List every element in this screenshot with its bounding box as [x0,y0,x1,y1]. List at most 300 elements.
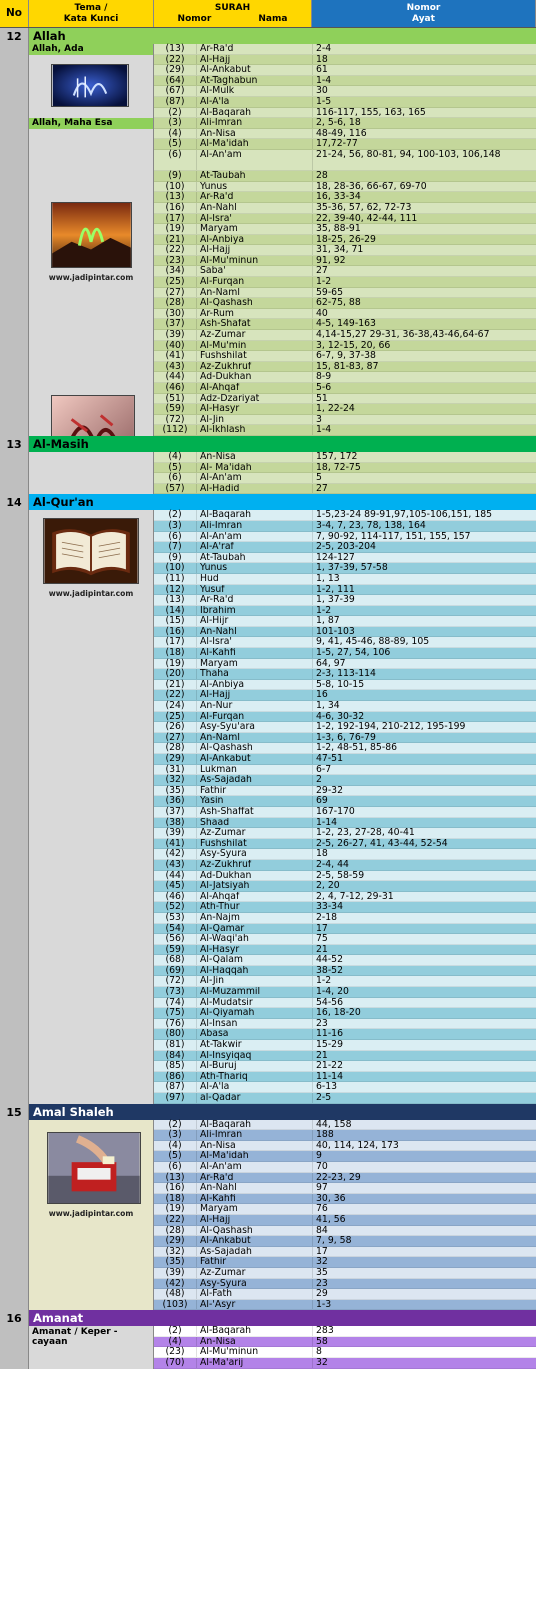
ayat-numbers: 17,72-77 [312,139,536,149]
keyword-column [29,452,154,494]
surah-name: Al-Qashash [196,298,312,308]
ayat-numbers: 2-3, 113-114 [312,669,536,679]
ayat-numbers: 18 [312,55,536,65]
ayat-numbers: 21 [312,945,536,955]
ayat-numbers: 1-3, 6, 76-79 [312,733,536,743]
table-row [154,55,536,66]
section-al-masih [0,436,536,494]
surah-number: (3) [168,519,182,531]
surah-number: (19) [165,223,185,235]
ayat-numbers: 38-52 [312,966,536,976]
surah-name: Lukman [196,765,312,775]
surah-number: (13) [165,594,185,606]
surah-number: (73) [165,986,185,998]
allah-calligraphy-image [51,64,129,107]
surah-number: (46) [165,890,185,902]
ayat-numbers: 27 [312,484,536,494]
surah-table [154,1120,536,1311]
surah-number: (9) [168,551,182,563]
table-row [154,192,536,203]
surah-name: Al-Waqi'ah [196,934,312,944]
table-row [154,701,536,712]
table-row [154,277,536,288]
surah-number: (13) [165,1171,185,1183]
surah-name: Al-Baqarah [196,108,312,118]
surah-number: (27) [165,286,185,298]
surah-number: (68) [165,954,185,966]
surah-number: (81) [165,1039,185,1051]
surah-name: Al-Ahqaf [196,383,312,393]
table-row [154,1268,536,1279]
surah-name: Al-Buruj [196,1061,312,1071]
surah-name: An-Nisa [196,1141,312,1151]
surah-name: Al-Isra' [196,637,312,647]
table-row [154,743,536,754]
surah-name: Al-Mulk [196,86,312,96]
surah-name: Al-Furqan [196,712,312,722]
ayat-numbers: 32 [312,1358,536,1368]
table-row [154,1337,536,1348]
surah-name: Al-Jin [196,415,312,425]
surah-name: An-Nur [196,701,312,711]
ayat-numbers: 7, 9, 58 [312,1236,536,1246]
ayat-numbers: 1-4 [312,425,536,435]
surah-name: Ibrahim [196,606,312,616]
ayat-numbers: 2-4 [312,44,536,54]
surah-number: (41) [165,837,185,849]
table-row [154,690,536,701]
ayat-numbers: 1-2, 192-194, 210-212, 195-199 [312,722,536,732]
table-row [154,542,536,553]
section-number: 16 [6,1312,22,1326]
ayat-numbers: 30, 36 [312,1194,536,1204]
surah-number: (24) [165,700,185,712]
surah-number: (9) [168,170,182,182]
ayat-numbers: 35-36, 57, 62, 72-73 [312,203,536,213]
table-row [154,1141,536,1152]
surah-name: At-Taghabun [196,76,312,86]
surah-name: Al-Insyiqaq [196,1051,312,1061]
surah-number: (36) [165,795,185,807]
surah-number: (3) [168,1129,182,1141]
surah-name: Al-Kahfi [196,1194,312,1204]
surah-number: (35) [165,1256,185,1268]
ayat-numbers: 84 [312,1226,536,1236]
surah-name: Al-Mu'minun [196,256,312,266]
surah-number: (72) [165,413,185,425]
surah-name: Al-Hasyr [196,945,312,955]
ayat-numbers: 1-5 [312,97,536,107]
surah-number: (4) [168,450,182,462]
surah-number: (16) [165,201,185,213]
surah-number: (72) [165,975,185,987]
section-amanat [0,1310,536,1368]
table-row [154,1279,536,1290]
table-row [154,1173,536,1184]
table-row [154,463,536,474]
section-allah [0,28,536,436]
table-row [154,266,536,277]
surah-number: (6) [168,1160,182,1172]
table-row [154,394,536,405]
surah-number: (5) [168,138,182,150]
quran-book-svg [44,519,138,583]
ayat-numbers: 4-5, 149-163 [312,319,536,329]
table-row [154,1029,536,1040]
surah-number: (28) [165,742,185,754]
table-row [154,1300,536,1311]
ayat-numbers: 2, 5-6, 18 [312,118,536,128]
table-row [154,521,536,532]
surah-name: Al-Qiyamah [196,1008,312,1018]
table-header [0,0,536,28]
surah-name: An-Nahl [196,627,312,637]
surah-name: Al-Ahqaf [196,892,312,902]
table-row [154,1019,536,1030]
table-row [154,955,536,966]
surah-number: (76) [165,1017,185,1029]
surah-number: (44) [165,371,185,383]
surah-number: (17) [165,212,185,224]
ayat-numbers: 1-4 [312,76,536,86]
surah-number: (43) [165,858,185,870]
table-row [154,351,536,362]
table-row [154,1247,536,1258]
section-number: 14 [6,496,22,510]
table-row [154,309,536,320]
keyword-column [29,44,154,436]
surah-number: (32) [165,774,185,786]
ayat-numbers: 157, 172 [312,452,536,462]
ayat-numbers: 41, 56 [312,1215,536,1225]
section-title: Amanat [29,1310,536,1326]
surah-name: Al- Ma'idah [196,463,312,473]
table-row [154,1215,536,1226]
ayat-numbers: 11-14 [312,1072,536,1082]
ayat-numbers: 35, 88-91 [312,224,536,234]
table-row [154,76,536,87]
surah-name: Al-Hadid [196,484,312,494]
table-row [154,1061,536,1072]
surah-name: Ar-Ra'd [196,192,312,202]
table-row [154,224,536,235]
ayat-numbers: 15-29 [312,1040,536,1050]
surah-name: Al-Baqarah [196,1326,312,1336]
table-row [154,1289,536,1300]
surah-name: Al-Qalam [196,955,312,965]
table-row [154,563,536,574]
keyword-column [29,1120,154,1311]
ayat-numbers: 1, 22-24 [312,404,536,414]
surah-name: An-Najm [196,913,312,923]
ayat-numbers: 1-2 [312,976,536,986]
surah-number: (32) [165,1245,185,1257]
ayat-numbers: 76 [312,1204,536,1214]
watermark-text: www.jadipintar.com [48,1208,134,1218]
header-nomor-label: Nomor [177,13,212,24]
ayat-numbers: 3 [312,415,536,425]
table-row [154,383,536,394]
surah-name: Adz-Dzariyat [196,394,312,404]
surah-number: (16) [165,625,185,637]
table-row [154,775,536,786]
header-ayat [312,0,536,27]
surah-table [154,452,536,494]
surah-table [154,1326,536,1368]
surah-name: An-Naml [196,288,312,298]
surah-name: Al-An'am [196,473,312,483]
section-number-cell [0,1104,29,1311]
section-title: Al-Qur'an [29,494,536,510]
ayat-numbers: 1-5, 27, 54, 106 [312,648,536,658]
surah-name: Al-Baqarah [196,1120,312,1130]
keyword-label: cayaan [32,1337,68,1348]
surah-number: (84) [165,1049,185,1061]
surah-name: Ar-Ra'd [196,1173,312,1183]
table-row [154,1040,536,1051]
surah-number: (23) [165,254,185,266]
surah-number: (103) [162,1298,188,1310]
surah-number: (17) [165,636,185,648]
ayat-numbers: 1-14 [312,818,536,828]
surah-number: (6) [168,148,182,160]
ayat-numbers: 58 [312,1337,536,1347]
surah-name: Al-Baqarah [196,510,312,520]
surah-number: (10) [165,562,185,574]
surah-number: (42) [165,848,185,860]
keyword-label: Allah, Maha Esa [29,118,153,129]
ayat-numbers: 16 [312,690,536,700]
surah-number: (5) [168,461,182,473]
ayat-numbers: 6-7, 9, 37-38 [312,351,536,361]
surah-name: Az-Zumar [196,1268,312,1278]
ayat-numbers: 97 [312,1183,536,1193]
surah-number: (56) [165,933,185,945]
table-row [154,1183,536,1194]
ayat-numbers: 2-5 [312,1093,536,1103]
surah-name: An-Naml [196,733,312,743]
table-row [154,404,536,415]
surah-name: Fushshilat [196,839,312,849]
surah-number: (69) [165,964,185,976]
ayat-numbers: 40 [312,309,536,319]
table-row [154,1162,536,1173]
surah-name: Ath-Thur [196,902,312,912]
ayat-numbers: 22-23, 29 [312,1173,536,1183]
header-surah-label: SURAH [214,3,251,14]
table-row [154,722,536,733]
surah-number: (80) [165,1028,185,1040]
table-row [154,65,536,76]
surah-number: (18) [165,1192,185,1204]
surah-name: Al-Furqan [196,277,312,287]
surah-number: (38) [165,816,185,828]
table-row [154,288,536,299]
table-row [154,97,536,108]
surah-number: (42) [165,1277,185,1289]
table-row [154,998,536,1009]
surah-number: (97) [165,1092,185,1103]
table-row [154,924,536,935]
ayat-numbers: 22, 39-40, 42-44, 111 [312,214,536,224]
section-title: Allah [29,28,536,44]
table-row [154,712,536,723]
surah-name: As-Sajadah [196,775,312,785]
surah-number: (16) [165,1182,185,1194]
surah-name: Ad-Dukhan [196,871,312,881]
surah-number: (59) [165,943,185,955]
surah-name: Al-Qashash [196,743,312,753]
surah-name: Al-Isra' [196,214,312,224]
ayat-numbers: 11-16 [312,1029,536,1039]
surah-number: (26) [165,721,185,733]
keyword-label: Amanat / Keper - [32,1327,118,1338]
surah-number: (59) [165,403,185,415]
surah-number: (27) [165,731,185,743]
surah-number: (23) [165,1346,185,1358]
surah-number: (22) [165,244,185,256]
ayat-numbers: 35 [312,1268,536,1278]
surah-name: Al-A'raf [196,542,312,552]
surah-number: (14) [165,604,185,616]
surah-name: Al-Jin [196,976,312,986]
surah-number: (45) [165,880,185,892]
surah-name: Fathir [196,786,312,796]
table-row [154,1257,536,1268]
table-row [154,585,536,596]
surah-name: Al-Fath [196,1289,312,1299]
charity-box-svg [48,1133,140,1203]
surah-name: Al-Hajj [196,690,312,700]
surah-number: (6) [168,530,182,542]
surah-name: Hud [196,574,312,584]
surah-name: Al-An'am [196,1162,312,1172]
table-row [154,484,536,495]
surah-number: (2) [168,1325,182,1337]
table-row [154,1082,536,1093]
table-row [154,733,536,744]
header-no-label: No [5,7,22,20]
section-number-cell [0,436,29,494]
table-row [154,637,536,648]
surah-number: (57) [165,482,185,494]
ayat-numbers: 61 [312,65,536,75]
surah-number: (18) [165,647,185,659]
surah-name: Abasa [196,1029,312,1039]
surah-name: Thaha [196,669,312,679]
surah-number: (2) [168,106,182,118]
ayat-numbers: 28 [312,171,536,181]
watermark-text: www.jadipintar.com [48,273,134,282]
surah-name: Al-Hijr [196,616,312,626]
table-row [154,1236,536,1247]
header-nama-label: Nama [258,13,288,24]
section-number-cell [0,494,29,1103]
ayat-numbers: 16, 33-34 [312,192,536,202]
ayat-numbers: 16, 18-20 [312,1008,536,1018]
surah-number: (37) [165,318,185,330]
surah-name: Asy-Syu'ara [196,722,312,732]
surah-number: (74) [165,996,185,1008]
ayat-numbers: 30 [312,86,536,96]
table-row [154,627,536,638]
surah-number: (2) [168,1118,182,1130]
ayat-numbers: 8 [312,1347,536,1357]
surah-name: Maryam [196,659,312,669]
surah-name: Al-'Asyr [196,1300,312,1310]
table-row [154,680,536,691]
surah-name: Al-Insan [196,1019,312,1029]
ayat-numbers: 62-75, 88 [312,298,536,308]
ayat-numbers: 116-117, 155, 163, 165 [312,108,536,118]
ayat-numbers: 124-127 [312,553,536,563]
surah-name: Al-Ankabut [196,65,312,75]
ayat-numbers: 4,14-15,27 29-31, 36-38,43-46,64-67 [312,330,536,340]
table-row [154,839,536,850]
table-row [154,881,536,892]
ayat-numbers: 1, 87 [312,616,536,626]
ayat-numbers: 1-2 [312,277,536,287]
section-number: 15 [6,1105,22,1119]
surah-number: (48) [165,1288,185,1300]
surah-name: Ar-Ra'd [196,595,312,605]
table-row [154,330,536,341]
surah-number: (22) [165,53,185,65]
ayat-numbers: 1-2, 111 [312,585,536,595]
ayat-numbers: 29 [312,1289,536,1299]
ayat-numbers: 6-7 [312,765,536,775]
surah-name: Ath-Thariq [196,1072,312,1082]
surah-number: (43) [165,360,185,372]
ayat-numbers: 101-103 [312,627,536,637]
surah-name: An-Nahl [196,1183,312,1193]
table-row [154,616,536,627]
surah-number: (70) [165,1357,185,1369]
surah-number: (25) [165,276,185,288]
ayat-numbers: 21-24, 56, 80-81, 94, 100-103, 106,148 [312,150,536,170]
ayat-numbers: 1, 37-39 [312,595,536,605]
table-row [154,245,536,256]
surah-number: (67) [165,85,185,97]
table-row [154,796,536,807]
surah-name: Ash-Shaffat [196,807,312,817]
table-row [154,1358,536,1369]
surah-name: Al-Mudatsir [196,998,312,1008]
surah-name: At-Takwir [196,1040,312,1050]
table-row [154,214,536,225]
ayat-numbers: 18, 28-36, 66-67, 69-70 [312,182,536,192]
surah-number: (21) [165,233,185,245]
surah-number: (87) [165,95,185,107]
ayat-numbers: 2-5, 203-204 [312,542,536,552]
surah-number: (6) [168,472,182,484]
table-row [154,129,536,140]
surah-number: (20) [165,668,185,680]
surah-name: Al-Haqqah [196,966,312,976]
table-row [154,659,536,670]
surah-name: Al-Kahfi [196,648,312,658]
table-row [154,452,536,463]
section-number-cell [0,1310,29,1368]
surah-table [154,44,536,436]
table-row [154,1008,536,1019]
surah-name: Al-Hajj [196,1215,312,1225]
surah-number: (37) [165,805,185,817]
header-surah [154,0,312,27]
surah-number: (10) [165,180,185,192]
surah-name: Yunus [196,563,312,573]
quran-book-image [43,518,139,584]
